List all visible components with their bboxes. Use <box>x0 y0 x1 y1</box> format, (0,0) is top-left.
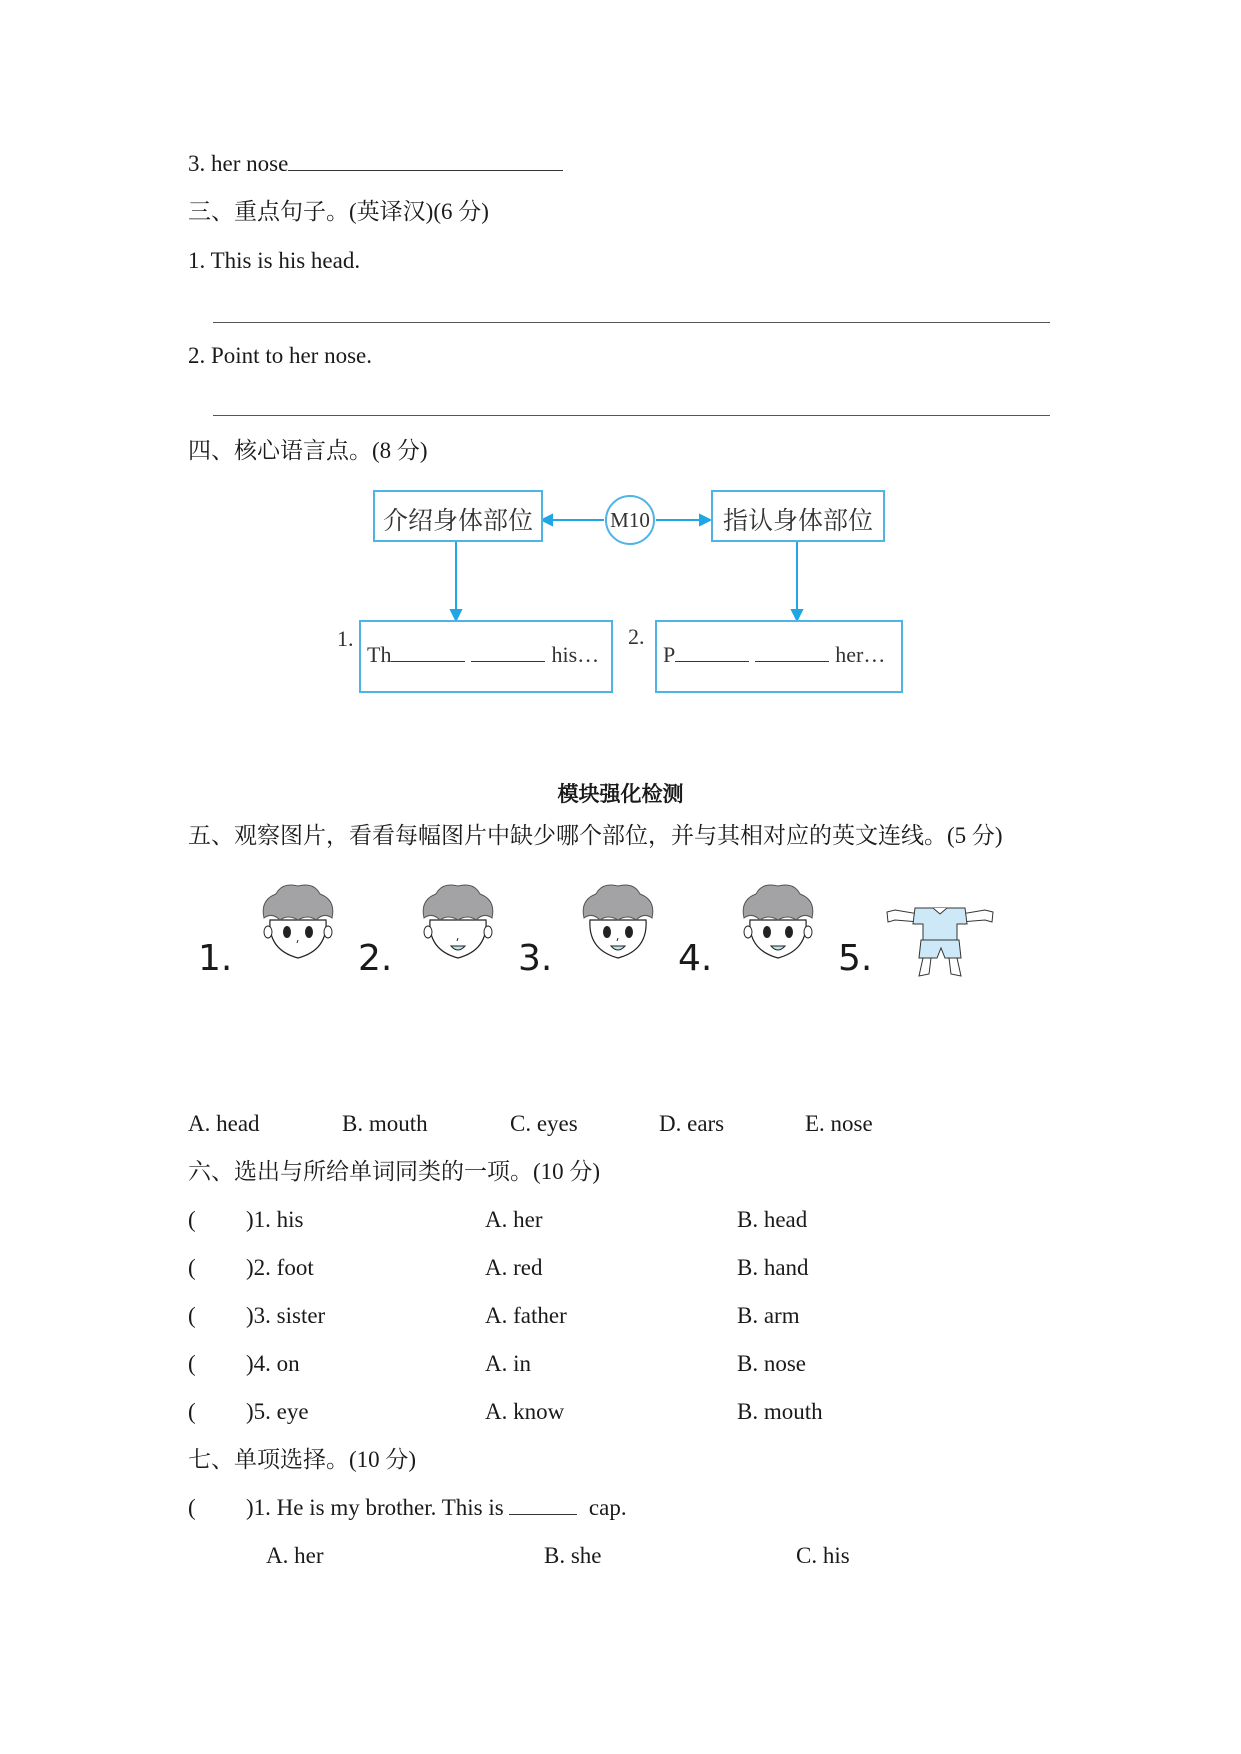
sentence-2: 2. Point to her nose. <box>188 343 372 368</box>
arrow-right-head <box>700 515 710 525</box>
question-text-end: cap. <box>588 1495 627 1520</box>
choice-b[interactable]: B. arm <box>737 1303 800 1328</box>
fill-blank[interactable] <box>391 643 465 662</box>
choice-b[interactable]: B. she <box>544 1543 602 1568</box>
option-d-ears: D. ears <box>659 1111 725 1136</box>
fill-text-2 <box>663 642 885 668</box>
choice-b[interactable]: B. head <box>737 1207 808 1232</box>
fill-box-2 <box>655 620 903 693</box>
fill-end: his… <box>551 642 600 667</box>
module-title: 模块强化检测 <box>557 782 684 806</box>
picture-number-5: 5. <box>838 938 873 979</box>
choice-b[interactable]: B. hand <box>737 1255 809 1280</box>
section6-heading: 六、选出与所给单词同类的一项。(10 分) <box>188 1159 601 1184</box>
choice-c[interactable]: C. his <box>796 1543 850 1568</box>
body-missing-head-illustration <box>885 900 995 980</box>
choice-a[interactable]: A. know <box>485 1399 565 1424</box>
face-missing-mouth-illustration <box>258 880 338 970</box>
arrow-left-head <box>542 515 552 525</box>
answer-paren[interactable]: ( <box>188 1495 196 1520</box>
answer-paren[interactable]: ( <box>188 1207 196 1232</box>
question-word: )4. on <box>246 1351 300 1376</box>
question-word: )3. sister <box>246 1303 326 1328</box>
box-label: 介绍身体部位 <box>382 506 533 535</box>
diagram-arrows <box>0 0 1241 720</box>
box-point-body-parts <box>711 490 885 542</box>
section7-heading: 七、单项选择。(10 分) <box>188 1447 417 1472</box>
section4-heading: 四、核心语言点。(8 分) <box>188 438 428 463</box>
choice-a[interactable]: A. her <box>485 1207 543 1232</box>
picture-number-4: 4. <box>678 938 713 979</box>
fill-number-2: 2. <box>628 624 645 649</box>
center-circle: M10 <box>605 495 655 545</box>
answer-paren[interactable]: ( <box>188 1303 196 1328</box>
picture-number-2: 2. <box>358 938 393 979</box>
fill-box-1 <box>359 620 613 693</box>
answer-paren[interactable]: ( <box>188 1351 196 1376</box>
fill-end: her… <box>835 642 886 667</box>
arrow-down-left-head <box>451 610 461 620</box>
choice-b[interactable]: B. mouth <box>737 1399 823 1424</box>
fill-start: Th <box>367 642 392 667</box>
answer-blank[interactable] <box>509 1494 577 1515</box>
choice-a[interactable]: A. in <box>485 1351 531 1376</box>
arrow-down-right-head <box>792 610 802 620</box>
choice-a[interactable]: A. her <box>266 1543 324 1568</box>
option-c-eyes: C. eyes <box>510 1111 578 1136</box>
fill-start: P <box>663 642 676 667</box>
answer-paren[interactable]: ( <box>188 1399 196 1424</box>
question-word: )5. eye <box>246 1399 309 1424</box>
section5-heading: 五、观察图片，看看每幅图片中缺少哪个部位，并与其相对应的英文连线。(5 分) <box>188 823 1003 848</box>
face-missing-nose-illustration <box>738 880 818 970</box>
item-text: 3. her nose <box>188 151 289 176</box>
picture-number-3: 3. <box>518 938 553 979</box>
question-text: )1. He is my brother. This is <box>246 1495 504 1520</box>
fill-blank[interactable] <box>471 643 545 662</box>
fill-blank[interactable] <box>675 643 749 662</box>
picture-number-1: 1. <box>198 938 233 979</box>
option-e-nose: E. nose <box>805 1111 873 1136</box>
fill-blank[interactable] <box>755 643 829 662</box>
choice-a[interactable]: A. red <box>485 1255 543 1280</box>
choice-a[interactable]: A. father <box>485 1303 567 1328</box>
fill-text-1 <box>367 642 599 668</box>
option-a-head: A. head <box>188 1111 260 1136</box>
question-word: )2. foot <box>246 1255 314 1280</box>
option-b-mouth: B. mouth <box>342 1111 428 1136</box>
box-introduce-body-parts <box>373 490 543 542</box>
fill-number-1: 1. <box>337 626 354 651</box>
section3-heading: 三、重点句子。(英译汉)(6 分) <box>188 199 489 224</box>
face-missing-eyes-illustration <box>418 880 498 970</box>
choice-b[interactable]: B. nose <box>737 1351 806 1376</box>
question-word: )1. his <box>246 1207 304 1232</box>
question-1 <box>246 1494 627 1522</box>
box-label: 指认身体部位 <box>722 506 873 535</box>
sentence-1: 1. This is his head. <box>188 248 361 273</box>
answer-paren[interactable]: ( <box>188 1255 196 1280</box>
face-missing-ears-illustration <box>578 880 658 970</box>
